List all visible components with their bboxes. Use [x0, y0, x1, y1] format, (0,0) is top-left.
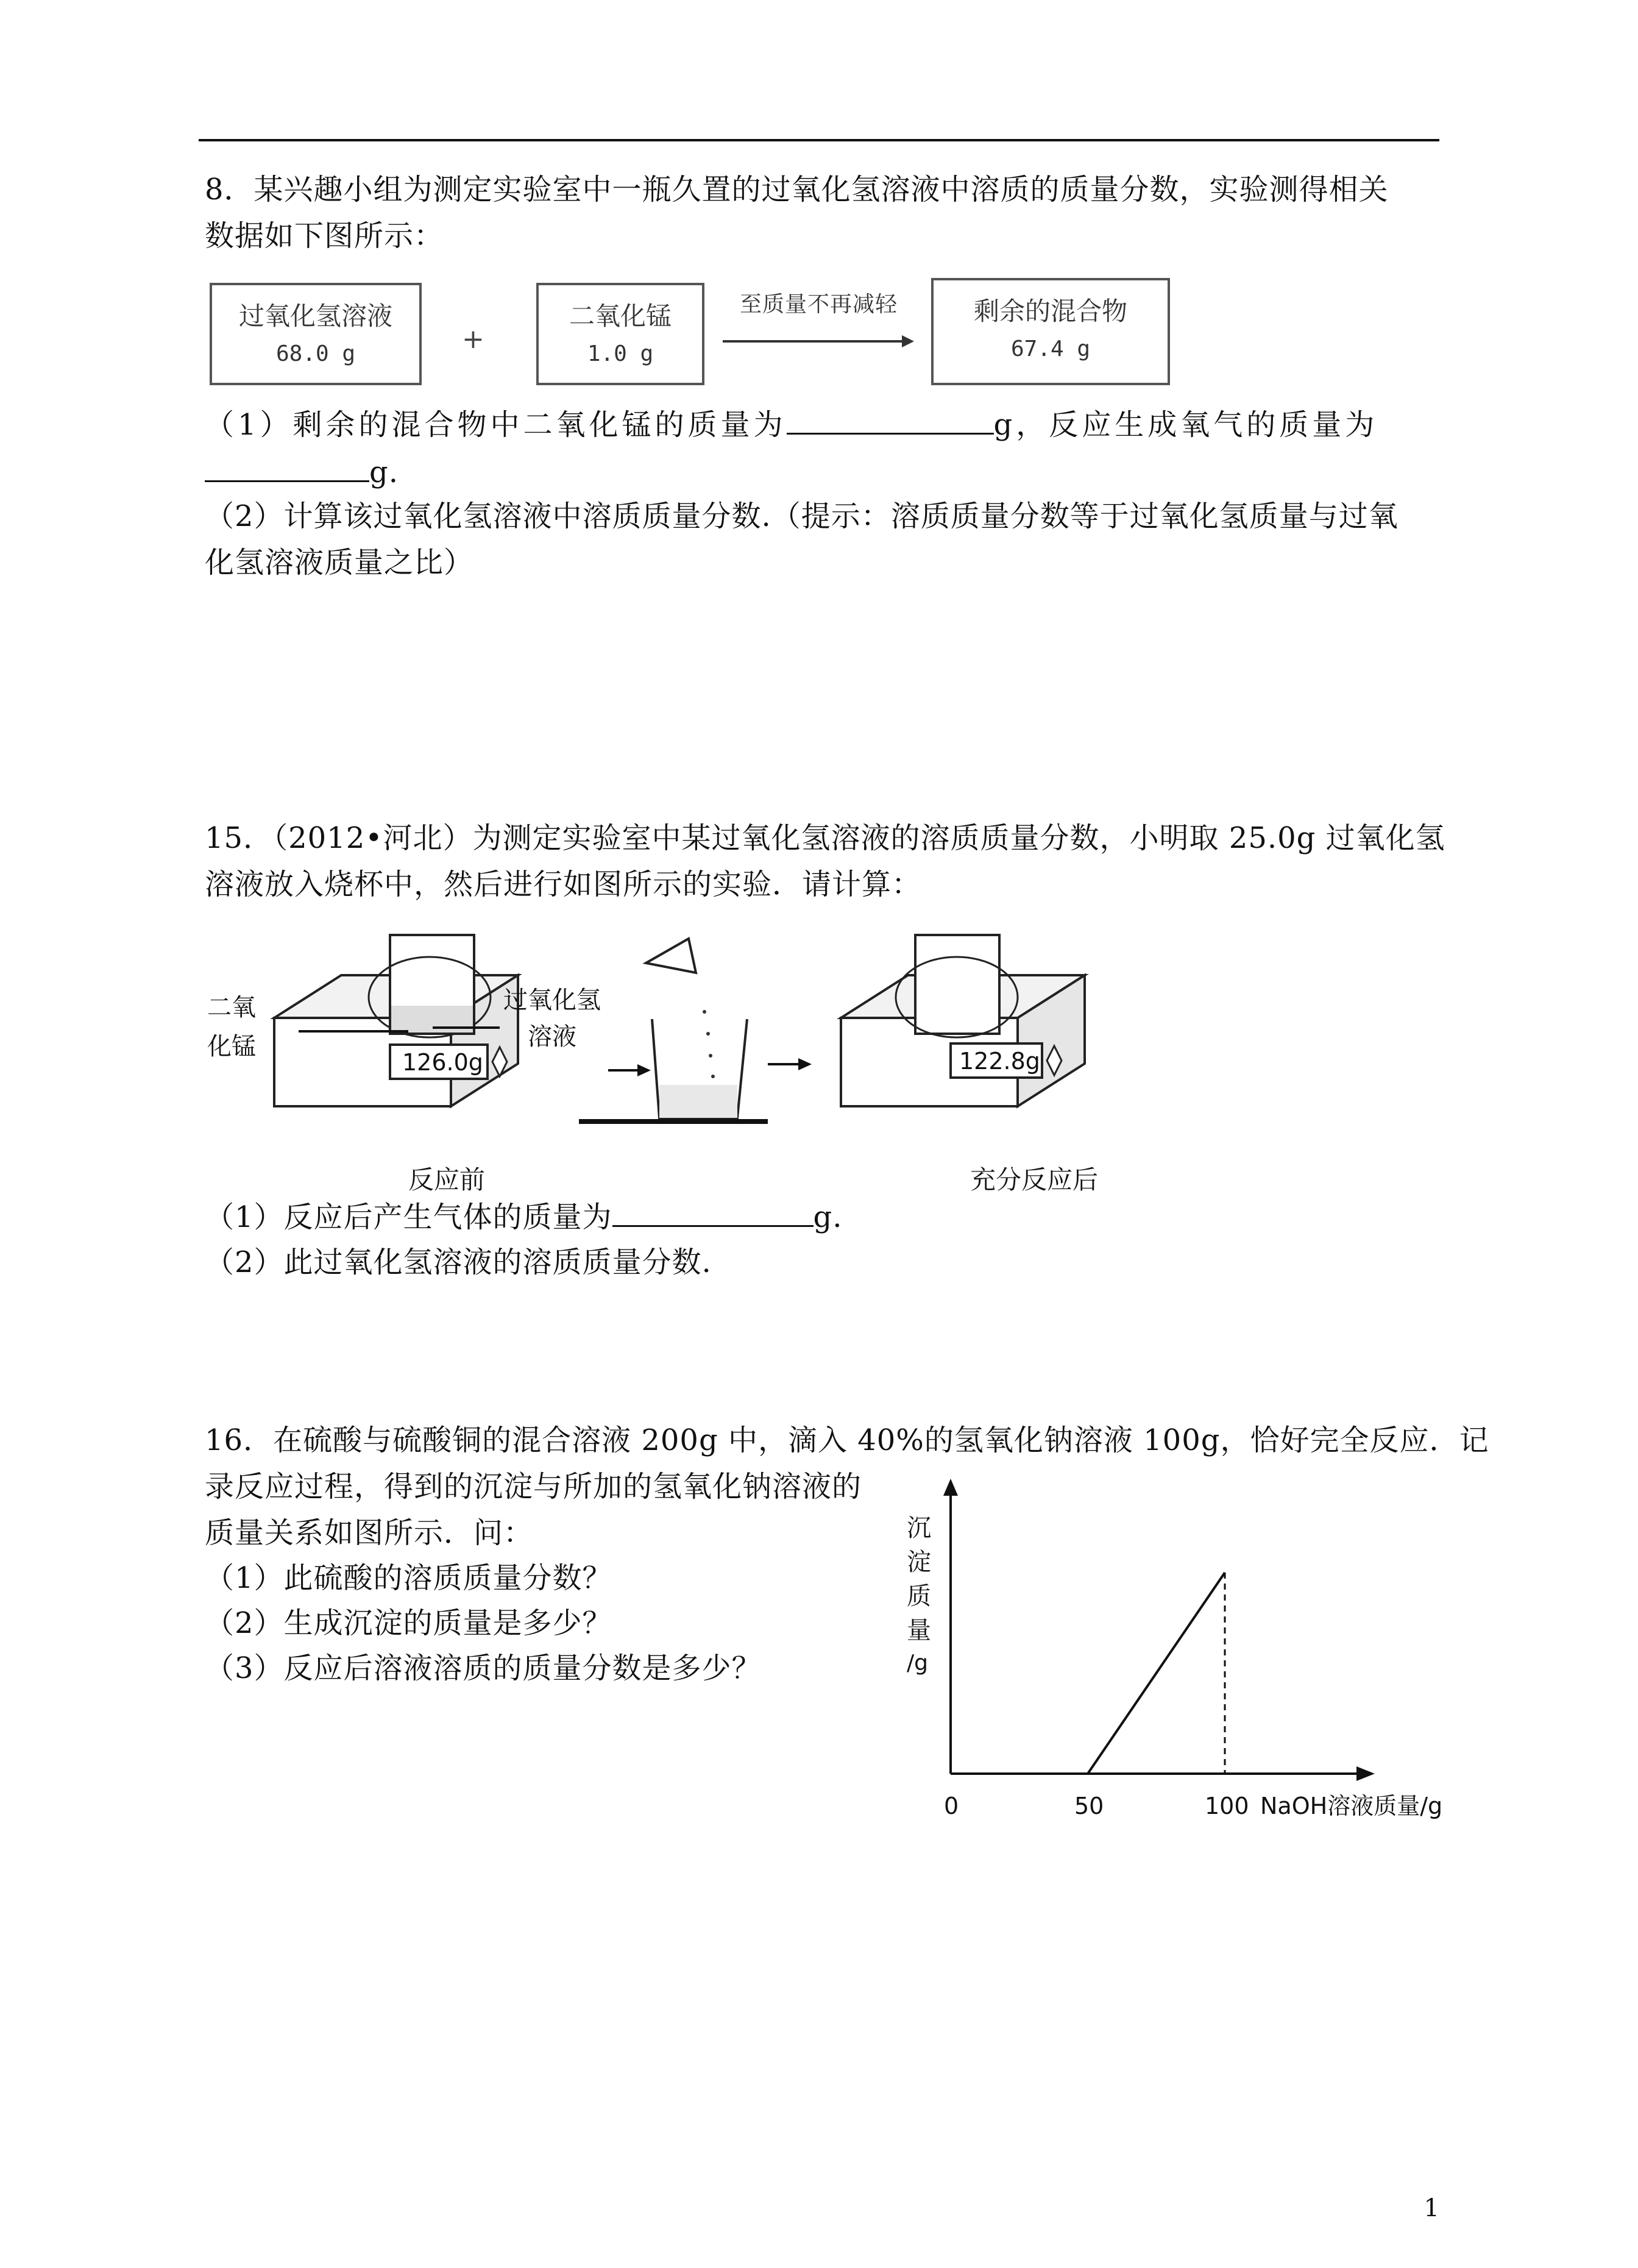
y-axis-label-5: /g [907, 1651, 928, 1676]
q8-box-mno2-mass: 1.0 g [587, 341, 654, 366]
precipitate-series-line [951, 1573, 1225, 1774]
q8-answer-blank-oxygen[interactable] [205, 451, 369, 482]
q16-part3: （3）反应后溶液溶质的质量分数是多少？ [205, 1651, 762, 1685]
q8-answer-blank-mno2[interactable] [787, 403, 994, 435]
y-axis-label-2: 淀 [907, 1548, 931, 1576]
scale-reading-before: 126.0g [402, 1049, 483, 1076]
q8-box-h2o2-name: 过氧化氢溶液 [238, 301, 392, 331]
q8-box-h2o2 [210, 283, 422, 385]
pouring-beaker-icon [579, 939, 768, 1122]
q8-part2-line1: （2）计算该过氧化氢溶液中溶质质量分数.（提示：溶质质量分数等于过氧化氢质量与过氧 [205, 499, 1399, 533]
arrow-right-icon-2 [768, 1058, 812, 1070]
q15-experiment-figure [201, 914, 1152, 1201]
q8-box-remainder-name: 剩余的混合物 [973, 296, 1127, 326]
label-h2o2-line1: 过氧化氢 [503, 986, 601, 1014]
q8-box-mno2-name: 二氧化锰 [569, 301, 672, 331]
q8-part2-line2: 化氢溶液质量之比） [205, 546, 474, 580]
q16-stem-line1: 16．在硫酸与硫酸铜的混合溶液 200g 中，滴入 40%的氢氧化钠溶液 100g，恰好完全反应．记 [205, 1423, 1489, 1457]
q8-box-h2o2-mass: 68.0 g [275, 341, 356, 366]
caption-before: 反应前 [408, 1165, 486, 1195]
q8-stem-line2: 数据如下图所示： [205, 219, 444, 253]
q15-part1-text-b: g. [813, 1200, 843, 1234]
q15-answer-blank-gas[interactable] [612, 1196, 814, 1227]
x-axis-arrow [1356, 1766, 1375, 1781]
q16-precipitate-chart [890, 1475, 1475, 1829]
arrow-right-icon-1 [608, 1064, 651, 1076]
y-axis-label-1: 沉 [907, 1514, 931, 1542]
balance-after-icon [841, 935, 1085, 1106]
q15-stem-line1: 15．（2012•河北）为测定实验室中某过氧化氢溶液的溶质质量分数，小明取 25.0g 过氧化氢 [205, 821, 1445, 855]
label-mno2-line1: 二氧 [207, 994, 256, 1022]
q15-part2: （2）此过氧化氢溶液的溶质质量分数. [205, 1245, 712, 1279]
q15-stem-line2: 溶液放入烧杯中，然后进行如图所示的实验．请计算： [205, 867, 922, 901]
q8-box-remainder-mass: 67.4 g [1010, 336, 1091, 361]
q16-part2: （2）生成沉淀的质量是多少？ [205, 1606, 612, 1640]
y-axis-arrow [943, 1479, 958, 1496]
q8-box-mno2 [536, 283, 704, 385]
q16-stem-line2: 录反应过程，得到的沉淀与所加的氢氧化钠溶液的 [205, 1470, 862, 1504]
q8-reaction-arrow [723, 329, 918, 354]
x-tick-label-0: 0 [944, 1793, 959, 1819]
y-axis-label-4: 量 [907, 1616, 931, 1644]
balance-before-icon [274, 935, 518, 1106]
q8-arrow-label: 至质量不再减轻 [740, 292, 898, 317]
q8-part1-text-c: g. [369, 455, 399, 489]
scale-reading-after: 122.8g [959, 1048, 1040, 1075]
q15-part1 [205, 1195, 843, 1240]
caption-after: 充分反应后 [970, 1165, 1099, 1195]
x-tick-label-100: 100 [1205, 1793, 1249, 1819]
q16-part1: （1）此硫酸的溶质质量分数？ [205, 1561, 612, 1595]
q8-box-remainder [931, 278, 1170, 385]
x-tick-label-50: 50 [1074, 1793, 1104, 1819]
q15-part1-text-a: （1）反应后产生气体的质量为 [205, 1200, 612, 1234]
q8-part1-line1 [205, 402, 1378, 447]
q8-part1-line2 [205, 450, 399, 495]
label-mno2-line2: 化锰 [207, 1033, 256, 1061]
q8-part1-text-b: g，反应生成氧气的质量为 [993, 408, 1378, 442]
q8-plus-sign: + [462, 324, 485, 355]
q16-stem-line3: 质量关系如图所示．问： [205, 1516, 534, 1550]
y-axis-label-3: 质 [907, 1582, 931, 1610]
x-axis-label: NaOH溶液质量/g [1260, 1793, 1443, 1819]
top-rule [199, 139, 1439, 141]
label-h2o2-line2: 溶液 [528, 1023, 576, 1051]
q8-stem-line1: 8．某兴趣小组为测定实验室中一瓶久置的过氧化氢溶液中溶质的质量分数，实验测得相关 [205, 172, 1389, 207]
q8-part1-text-a: （1）剩余的混合物中二氧化锰的质量为 [205, 408, 787, 442]
page-number: 1 [1424, 2194, 1439, 2222]
